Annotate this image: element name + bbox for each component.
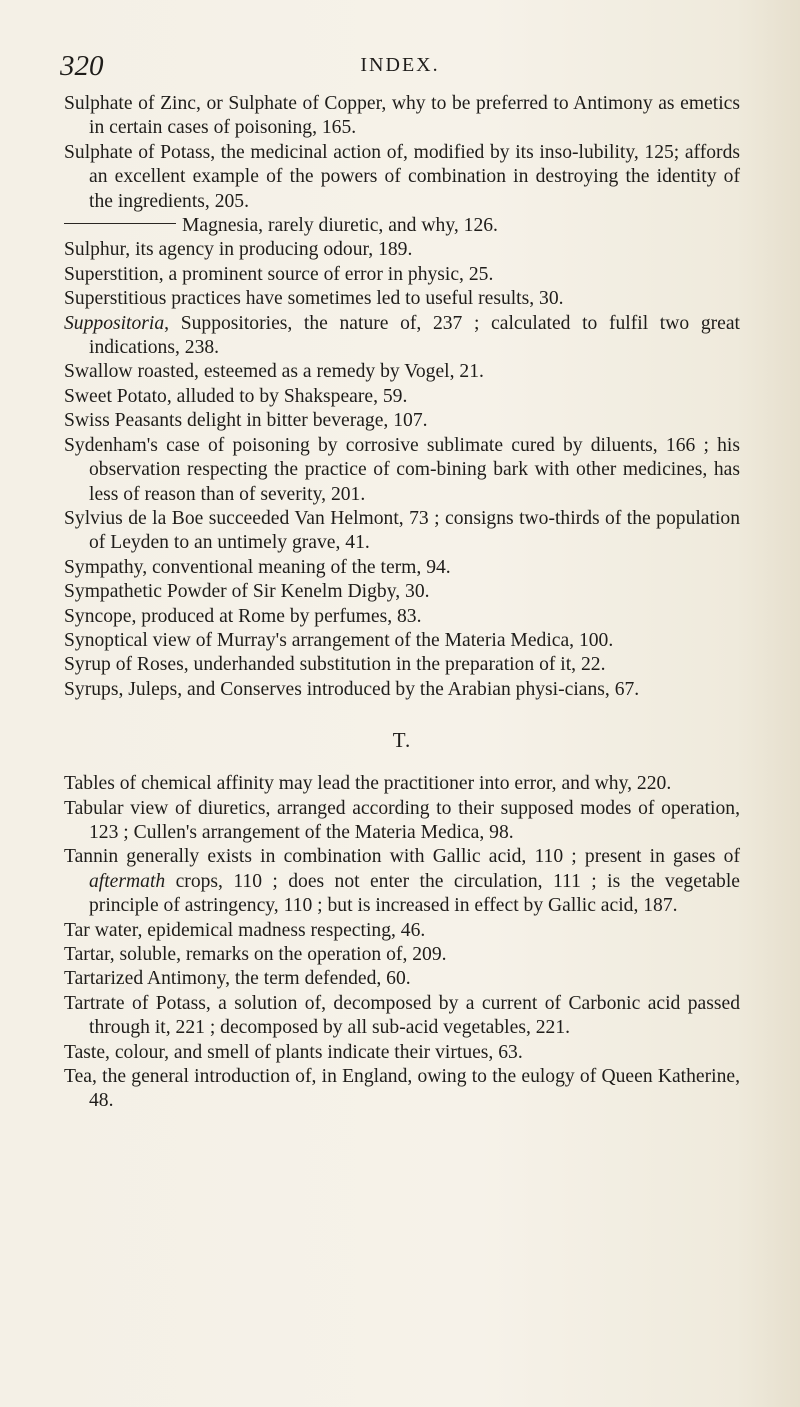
- index-entry: Sulphate of Potass, the medicinal action of, modified by its inso-lubility, 125; affords an excellent example of the powers of combination in destroying the identity of the ingredients, 205.: [64, 141, 740, 212]
- index-entry: Suppositoria, Suppositories, the nature of, 237 ; calculated to fulfil two great indications, 238.: [64, 312, 740, 359]
- index-entry: Swiss Peasants delight in bitter beverage, 107.: [64, 410, 428, 432]
- index-entry: Taste, colour, and smell of plants indicate their virtues, 63.: [64, 1041, 523, 1063]
- index-entry: Tar water, epidemical madness respecting, 46.: [64, 919, 426, 941]
- index-body: [64, 92, 740, 1114]
- index-entry: Sweet Potato, alluded to by Shakspeare, 59.: [64, 385, 408, 407]
- index-entry: Tabular view of diuretics, arranged according to their supposed modes of operation, 123 ; Cullen's arrangement of the Materia Medica, 98.: [64, 797, 740, 843]
- index-entry: Tartarized Antimony, the term defended, 60.: [64, 968, 411, 990]
- index-entry: Tartar, soluble, remarks on the operation of, 209.: [64, 944, 447, 965]
- index-entry: Tartrate of Potass, a solution of, decomposed by a current of Carbonic acid passed through it, 221 ; decomposed by all sub-acid vegetables, 221.: [64, 992, 740, 1039]
- ditto-dash: [64, 223, 176, 224]
- running-head: INDEX.: [360, 54, 440, 76]
- section-letter: T.: [392, 728, 412, 753]
- page-number: 320: [60, 50, 104, 82]
- index-entry: Magnesia, rarely diuretic, and why, 126.: [64, 214, 740, 238]
- index-entry: Sulphur, its agency in producing odour, 189.: [64, 239, 413, 261]
- index-entry: Tannin generally exists in combination with Gallic acid, 110 ; present in gases of aftermath crops, 110 ; does not enter the circulation, 111 ; is the vegetable principle of astringency, 110 ; but is increased in effect by Gallic acid, 187.: [64, 846, 740, 917]
- index-entry: Swallow roasted, esteemed as a remedy by Vogel, 21.: [64, 361, 484, 383]
- index-entry: Tea, the general introduction of, in England, owing to the eulogy of Queen Katherine, 48.: [64, 1066, 740, 1112]
- page-header: [0, 46, 800, 86]
- index-entry: Syrups, Juleps, and Conserves introduced by the Arabian physi-cians, 67.: [64, 678, 640, 700]
- index-entry: Syrup of Roses, underhanded substitution in the preparation of it, 22.: [64, 654, 606, 676]
- index-entry: Sympathetic Powder of Sir Kenelm Digby, 30.: [64, 581, 430, 603]
- index-entry: Sulphate of Zinc, or Sulphate of Copper, why to be preferred to Antimony as emetics in certain cases of poisoning, 165.: [64, 93, 740, 139]
- index-entry: Sympathy, conventional meaning of the term, 94.: [64, 556, 451, 578]
- index-entry: Superstition, a prominent source of error in physic, 25.: [64, 263, 494, 285]
- index-entry: Sylvius de la Boe succeeded Van Helmont, 73 ; consigns two-thirds of the population of Leyden to an untimely grave, 41.: [64, 507, 740, 554]
- index-entry: Synoptical view of Murray's arrangement of the Materia Medica, 100.: [64, 629, 614, 651]
- index-entry: Sydenham's case of poisoning by corrosive sublimate cured by diluents, 166 ; his observation respecting the practice of com-bining bark with other medicines, has less of reason than of severity, 201.: [64, 434, 740, 505]
- index-entry: Superstitious practices have sometimes led to useful results, 30.: [64, 288, 564, 310]
- index-entry: Tables of chemical affinity may lead the practitioner into error, and why, 220.: [64, 773, 672, 795]
- index-entry: Syncope, produced at Rome by perfumes, 83.: [64, 605, 422, 627]
